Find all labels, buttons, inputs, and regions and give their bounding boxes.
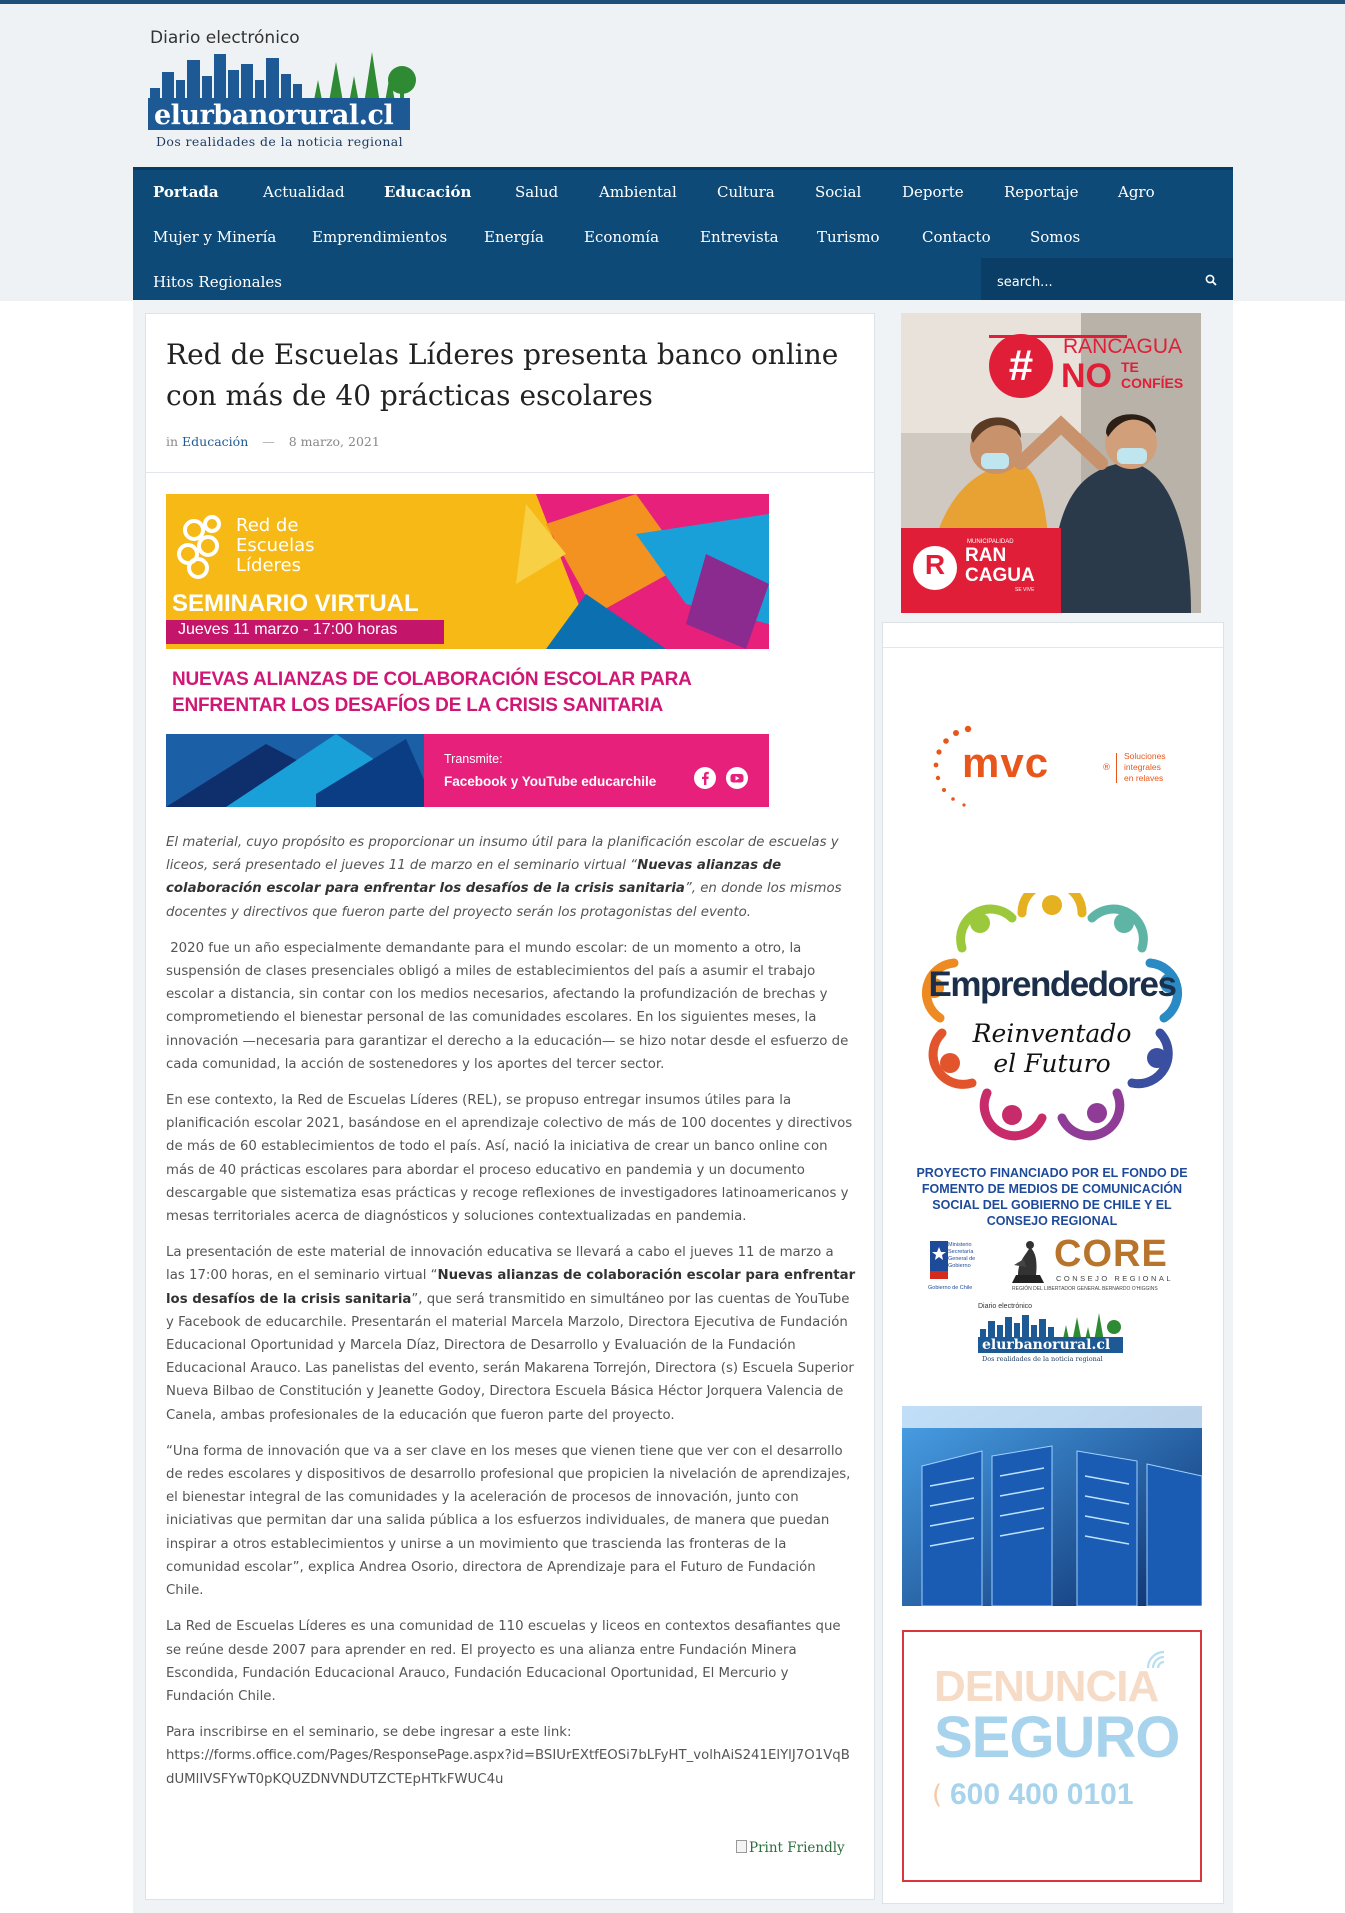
nav-item-emprendimientos[interactable]: Emprendimientos: [312, 228, 448, 246]
core-region: REGIÓN DEL LIBERTADOR GENERAL BERNARDO O'HIGGINS: [1012, 1286, 1158, 1292]
banner-org-name: [236, 516, 315, 576]
meta-separator: —: [262, 434, 275, 449]
ad-mvc[interactable]: [902, 671, 1202, 876]
logo-domain: elurbanorural.cl: [154, 100, 394, 131]
article-paragraph-2: 2020 fue un año especialmente demandante para el mundo escolar: de un momento a otro, la suspensión de clases presenciales obligó a miles de establecimientos del país a asumir el trabajo escolar a distancia, sin contar con los medios necesarios, afectando la profundización de brechas y comprometiendo el bienestar personal de las comunidades escolares. En los siguientes meses, la innovación —necesaria para garantizar el derecho a la educación— se hizo notar desde el esfuerzo de cada comunidad, la acción de sostenedores y los aportes del tercer sector.: [166, 940, 849, 1072]
lead-text-c: ”, en donde los mismos docentes y directivos que fueron parte del proyecto serán los protagonistas del evento.: [166, 881, 842, 920]
logo-pre-title: Diario electrónico: [150, 28, 300, 48]
nav-item-mujer-y-mineria[interactable]: Mujer y Minería: [153, 228, 277, 246]
core-subtitle: CONSEJO REGIONAL: [1056, 1274, 1174, 1283]
project-line-2: FOMENTO DE MEDIOS DE COMUNICACIÓN: [921, 1182, 1183, 1196]
ministry-line-4: Gobierno: [948, 1263, 971, 1269]
article-paragraph-3: En ese contexto, la Red de Escuelas Líderes (REL), se propuso entregar insumos útiles para la planificación escolar 2021, basándose en el aprendizaje colectivo de más de 100 docentes y directivos de más de 60 establecimientos de todo el país. Así, nació la iniciativa de crear un banco online con más de 40 prácticas escolares para abordar el proceso educativo en pandemia y un documento descargable que sistematiza esas prácticas y recoge reflexiones de investigadores latinoamericanos y mesas territoriales acerca de diagnósticos y soluciones contextualizadas en pandemia.: [166, 1093, 853, 1225]
article-body: [166, 831, 856, 1804]
rancagua-logo-sub: SE VIVE: [1015, 587, 1035, 593]
mvc-tagline-1: Soluciones: [1124, 751, 1166, 761]
mvc-tagline-2: integrales: [1124, 762, 1161, 772]
denuncia-phone-icon: (: [932, 1780, 943, 1810]
banner-date-time: Jueves 11 marzo - 17:00 horas: [178, 621, 398, 638]
project-line-3: SOCIAL DEL GOBIERNO DE CHILE Y EL: [932, 1198, 1172, 1212]
print-friendly-label: Print Friendly: [749, 1840, 845, 1856]
nav-item-portada[interactable]: Portada: [153, 183, 219, 201]
search-input[interactable]: [995, 270, 1199, 294]
sidebar-sponsor-widget: [882, 622, 1224, 1904]
nav-item-somos[interactable]: Somos: [1030, 228, 1081, 246]
mvc-logo-text: mvc: [962, 739, 1050, 786]
mvc-divider: [1116, 753, 1117, 783]
lead-text-a: El material, cuyo propósito es proporcionar un insumo útil para la planificación escolar de escuelas y liceos, será presentado el jueves 11 de marzo en el seminario virtual “: [166, 835, 839, 874]
rancagua-logo-letter: R: [924, 549, 946, 580]
main-navigation: [133, 167, 1233, 304]
rancagua-logo-ran: RAN: [965, 545, 1007, 566]
servers-graphic: [902, 1406, 1202, 1606]
youtube-icon: [725, 766, 749, 790]
p4-text-bold: Nuevas alianzas de colaboración escolar para enfrentar los desafíos de la crisis sanitaria: [166, 1268, 856, 1307]
core-logo-text: CORE: [1054, 1233, 1168, 1275]
article-title: Red de Escuelas Líderes presenta banco online con más de 40 prácticas escolares: [166, 338, 839, 412]
mvc-registered: ®: [1102, 763, 1111, 773]
p4-text-a: La presentación de este material de innovación educativa se llevará a cabo el jueves 11 de marzo a las 17:00 horas, en el seminario virtual “: [166, 1245, 834, 1284]
ministry-line-3: General de: [948, 1256, 976, 1262]
ministry-label: [948, 1242, 975, 1270]
rancagua-te: TE: [1121, 359, 1139, 375]
print-friendly-button[interactable]: [736, 1840, 845, 1856]
rancagua-hash: #: [1008, 341, 1034, 390]
lead-text-bold: Nuevas alianzas de colaboración escolar para enfrentar los desafíos de la crisis sanitaria: [166, 858, 782, 897]
print-icon: [736, 1840, 747, 1853]
banner-org-line-1: Red de: [236, 515, 299, 536]
article-date: 8 marzo, 2021: [288, 434, 380, 449]
article: [145, 313, 875, 1900]
banner-org-line-3: Líderes: [236, 555, 301, 576]
search-icon[interactable]: [1205, 274, 1217, 286]
emprendedores-subtitle-2: el Futuro: [993, 1049, 1111, 1078]
banner-headline-2: ENFRENTAR LOS DESAFÍOS DE LA CRISIS SANITARIA: [172, 695, 664, 716]
project-line-4: CONSEJO REGIONAL: [986, 1214, 1118, 1228]
banner-org-line-2: Escuelas: [236, 535, 315, 556]
article-paragraph-6: La Red de Escuelas Líderes es una comunidad de 110 escuelas y liceos en contextos desafiantes que se reúne desde 2007 para aprender en red. El proyecto es una alianza entre Fundación Minera Escondida, Fundación Educacional Arauco, Fundación Educacional Oportunidad, El Mercurio y Fundación Chile.: [166, 1619, 841, 1704]
rancagua-title: RANCAGUA: [1063, 335, 1183, 358]
mini-logo-domain: elurbanorural.cl: [982, 1337, 1111, 1353]
site-header: [0, 4, 1345, 301]
mvc-tagline-3: en relaves: [1124, 773, 1164, 783]
banner-seminar-label: SEMINARIO VIRTUAL: [172, 590, 419, 617]
nav-item-turismo[interactable]: Turismo: [817, 228, 880, 246]
sponsor-widget-header: [883, 623, 1223, 648]
rancagua-logo-top: MUNICIPALIDAD: [967, 539, 1014, 545]
site-logo[interactable]: [148, 26, 418, 156]
nav-item-actualidad[interactable]: Actualidad: [263, 183, 345, 201]
ad-emprendedores[interactable]: [902, 893, 1202, 1378]
signup-label: Para inscribirse en el seminario, se debe ingresar a este link:: [166, 1725, 572, 1741]
article-paragraph-5: “Una forma de innovación que va a ser clave en los meses que vienen tiene que ver con el desarrollo de redes escolares y dispositivos de desarrollo profesional que propicien la nivelación de aprendizajes, el bienestar integral de las comunidades y la aceleración de procesos de innovación, junto con iniciativas que permitan dar una salida pública a los esfuerzos individuales, de manera que puedan inspirar a otros establecimientos y unirse a un movimiento que trascienda las fronteras de la comunidad escolar”, explica Andrea Osorio, directora de Aprendizaje para el Futuro de Fundación Chile.: [166, 1443, 851, 1599]
article-paragraph-4: [166, 1241, 856, 1427]
banner-headline-1: NUEVAS ALIANZAS DE COLABORACIÓN ESCOLAR PARA: [172, 669, 692, 690]
nav-item-economia[interactable]: Economía: [584, 228, 660, 246]
signup-link[interactable]: https://forms.office.com/Pages/ResponsePage.aspx?id=BSIUrEXtfEOSi7bLFyHT_volhAiS241ElYlJ7O1VqBdUMlIVSFYwT0pKQUZDNVNDUTZCTEpHTkFWUC4u: [166, 1748, 850, 1787]
nav-item-ambiental[interactable]: Ambiental: [599, 183, 677, 201]
denuncia-line-1: DENUNCIA: [934, 1662, 1159, 1711]
ad-rancagua-no-te-confies[interactable]: [901, 313, 1201, 613]
banner-transmit-label: Transmite:: [444, 752, 503, 766]
denuncia-line-2: SEGURO: [934, 1705, 1180, 1770]
article-paragraph-7: [166, 1721, 856, 1791]
nav-item-reportaje[interactable]: Reportaje: [1004, 183, 1079, 201]
nav-item-cultura[interactable]: Cultura: [717, 183, 775, 201]
rancagua-logo-cagua: CAGUA: [965, 565, 1035, 586]
nav-item-educacion[interactable]: Educación: [384, 183, 472, 201]
article-meta: [166, 434, 380, 449]
nav-item-entrevista[interactable]: Entrevista: [700, 228, 779, 246]
mini-logo-tagline: Dos realidades de la noticia regional: [982, 1355, 1103, 1363]
rancagua-no: NO: [1061, 357, 1112, 395]
meta-divider: [146, 472, 874, 473]
emprendedores-subtitle-1: Reinventado: [972, 1019, 1132, 1048]
nav-item-salud[interactable]: Salud: [515, 183, 559, 201]
nav-item-hitos-regionales[interactable]: Hitos Regionales: [153, 273, 282, 291]
p4-text-c: ”, que será transmitido en simultáneo por las cuentas de YouTube y Facebook de educarchile. Presentarán el material Marcela Marzolo, Directora Ejecutiva de Fundación Educacional Oportunidad y Marcela Díaz, Directora de Desarrollo y Evaluación de la Fundación Educacional Arauco. Las panelistas del evento, serán Makarena Torrejón, Directora (s) Escuela Superior Nueva Bilbao de Constitución y Jeanette Godoy, Directora Escuela Básica Héctor Jorquera Valencia de Canela, ambas profesionales de la educación que fueron parte del proyecto.: [166, 1291, 854, 1423]
ad-denuncia-seguro[interactable]: [902, 1630, 1202, 1882]
mini-site-logo: [978, 1303, 1128, 1373]
ministry-line-1: Ministerio: [948, 1242, 972, 1248]
nav-item-agro[interactable]: Agro: [1118, 183, 1155, 201]
project-line-1: PROYECTO FINANCIADO POR EL FONDO DE: [916, 1166, 1188, 1180]
core-monument-icon: [1006, 1237, 1050, 1285]
nav-item-social[interactable]: Social: [815, 183, 862, 201]
nav-item-deporte[interactable]: Deporte: [902, 183, 964, 201]
facebook-icon: [693, 766, 717, 790]
nav-item-energia[interactable]: Energía: [484, 228, 544, 246]
nav-item-contacto[interactable]: Contacto: [922, 228, 991, 246]
meta-in-label: in: [166, 434, 179, 449]
ministry-line-2: Secretaría: [948, 1249, 974, 1255]
mvc-tagline: [1124, 751, 1166, 784]
mini-logo-pre: Diario electrónico: [978, 1303, 1033, 1310]
content-area: [133, 300, 1233, 1913]
article-lead-paragraph: [166, 831, 856, 924]
emprendedores-title: Emprendedores: [928, 965, 1176, 1004]
banner-transmit-channels: Facebook y YouTube educarchile: [444, 774, 657, 789]
seminar-banner-image: [166, 494, 769, 807]
article-category-link[interactable]: Educación: [182, 434, 249, 449]
logo-tagline: Dos realidades de la noticia regional: [156, 134, 404, 149]
rancagua-confies: CONFÍES: [1121, 375, 1184, 391]
denuncia-phone: 600 400 0101: [950, 1778, 1134, 1811]
gobierno-chile-label: Gobierno de Chile: [928, 1285, 973, 1291]
search-box: [981, 258, 1233, 304]
ad-servers-image[interactable]: [902, 1406, 1202, 1606]
project-funding-note: [902, 1165, 1202, 1229]
